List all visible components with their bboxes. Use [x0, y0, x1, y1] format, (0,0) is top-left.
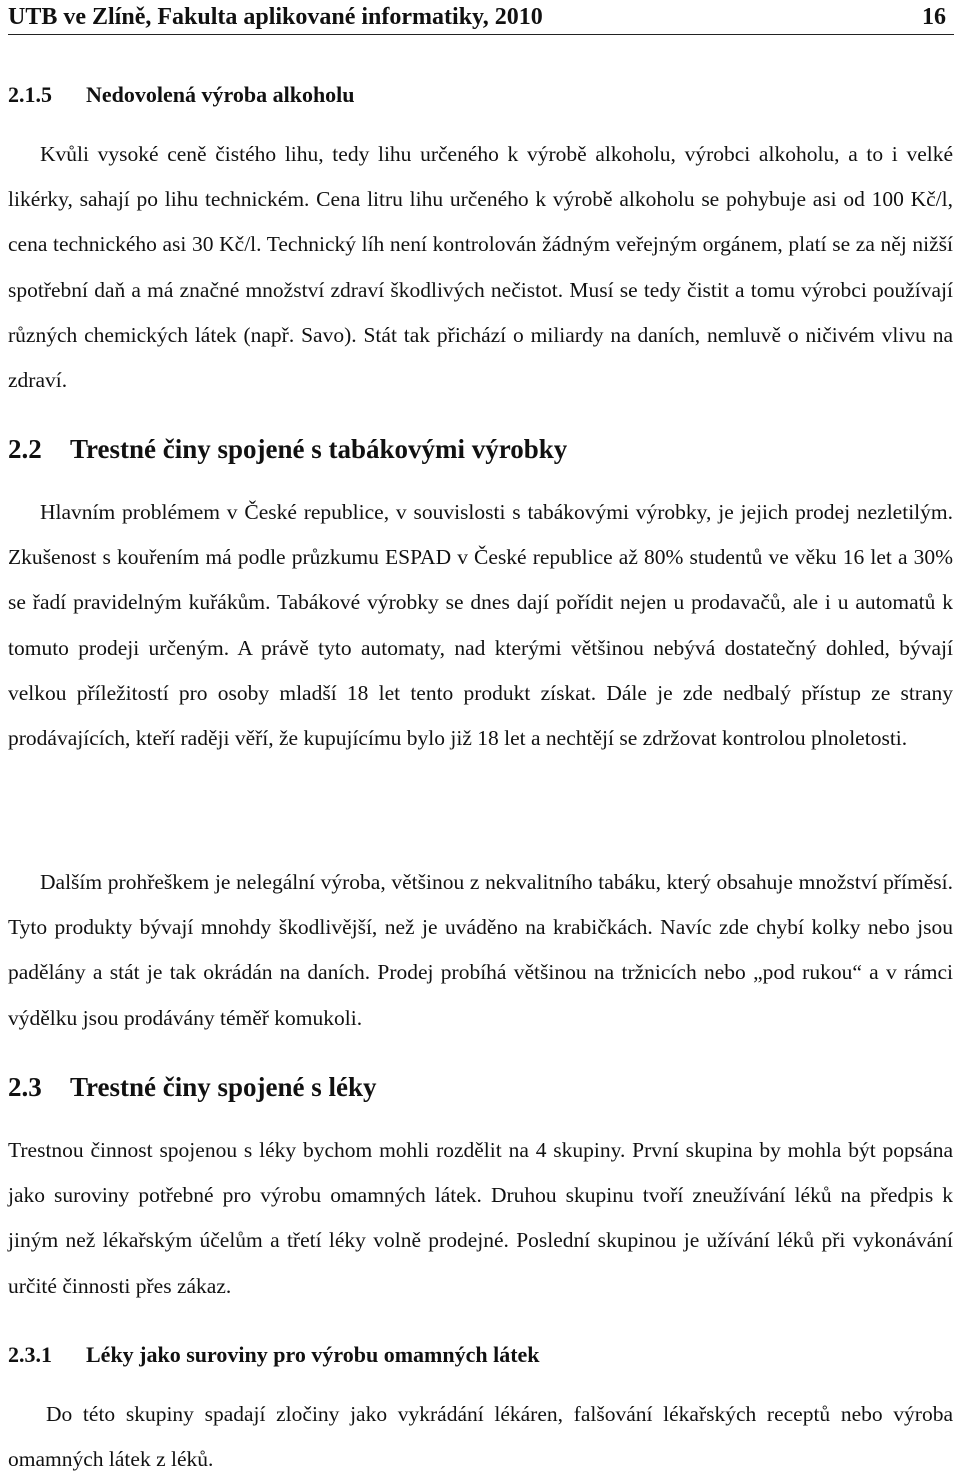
heading-2-1-5 [8, 80, 355, 110]
paragraph-2-1-5: Kvůli vysoké ceně čistého lihu, tedy lihu určeného k výrobě alkoholu, výrobci alkoholu, a to i velké likérky, sahají po lihu technickém. Cena litru lihu určeného k výrobě alkoholu se pohybuje asi od 100 Kč/l, cena technického asi 30 Kč/l. Technický líh není kontrolován žádným veřejným orgánem, platí se za něj nižší spotřební daň a má značné množství zdraví škodlivých nečistot. Musí se tedy čistit a tomu výrobci používají různých chemických látek (např. Savo). Stát tak přichází o miliardy na daních, nemluvě o ničivém vlivu na zdraví. [8, 142, 953, 393]
heading-text: Nedovolená výroba alkoholu [86, 82, 355, 107]
page-header [8, 2, 954, 35]
paragraph-2-2-first: Hlavním problémem v České republice, v souvislosti s tabákovými výrobky, je jejich prodej nezletilým. Zkušenost s kouřením má podle průzkumu ESPAD v České republice až 80% studentů ve věku 16 let a 30% se řadí pravidelným kuřákům. Tabákové výrobky se dnes dají pořídit nejen u prodavačů, ale i u automatů k tomuto prodeji určeným. A právě tyto automaty, nad kterými většinou nebývá dostatečný dohled, bývají velkou příležitostí pro osoby mladší 18 let tento produkt získat. Dále je zde nedbalý přístup ze strany prodávajících, kteří raději věří, že kupujícímu bylo již 18 let a nechtějí se zdržovat kontrolou plnoletosti. [8, 500, 953, 751]
heading-2-3 [8, 1070, 377, 1104]
heading-text: Léky jako suroviny pro výrobu omamných látek [86, 1342, 540, 1367]
heading-number: 2.3 [8, 1072, 42, 1102]
paragraph-2-3-1: Do této skupiny spadají zločiny jako vykrádání lékáren, falšování lékařských receptů nebo výroba omamných látek z léků. [8, 1402, 953, 1472]
page-number: 16 [922, 4, 946, 30]
header-title: UTB ve Zlíně, Fakulta aplikované informatiky, 2010 [8, 4, 543, 30]
heading-number: 2.1.5 [8, 82, 52, 107]
paragraph-2-2-second: Dalším prohřeškem je nelegální výroba, většinou z nekvalitního tabáku, který obsahuje množství příměsí. Tyto produkty bývají mnohdy škodlivější, než je uváděno na krabičkách. Navíc zde chybí kolky nebo jsou padělány a stát je tak okrádán na daních. Prodej probíhá většinou na tržnicích nebo „pod rukou“ a v rámci výdělku jsou prodávány téměř komukoli. [8, 870, 953, 1030]
heading-text: Trestné činy spojené s léky [70, 1072, 377, 1102]
heading-2-3-1 [8, 1340, 540, 1370]
heading-text: Trestné činy spojené s tabákovými výrobky [70, 434, 568, 464]
paragraph-2-3: Trestnou činnost spojenou s léky bychom mohli rozdělit na 4 skupiny. První skupina by mohla být popsána jako suroviny potřebné pro výrobu omamných látek. Druhou skupinu tvoří zneužívání léků na předpis k jiným než lékařským účelům a třetí léky volně prodejné. Poslední skupinou je užívání léků při vykonávání určité činnosti přes zákaz. [8, 1138, 953, 1298]
heading-number: 2.2 [8, 434, 42, 464]
heading-2-2 [8, 432, 567, 466]
heading-number: 2.3.1 [8, 1342, 52, 1367]
